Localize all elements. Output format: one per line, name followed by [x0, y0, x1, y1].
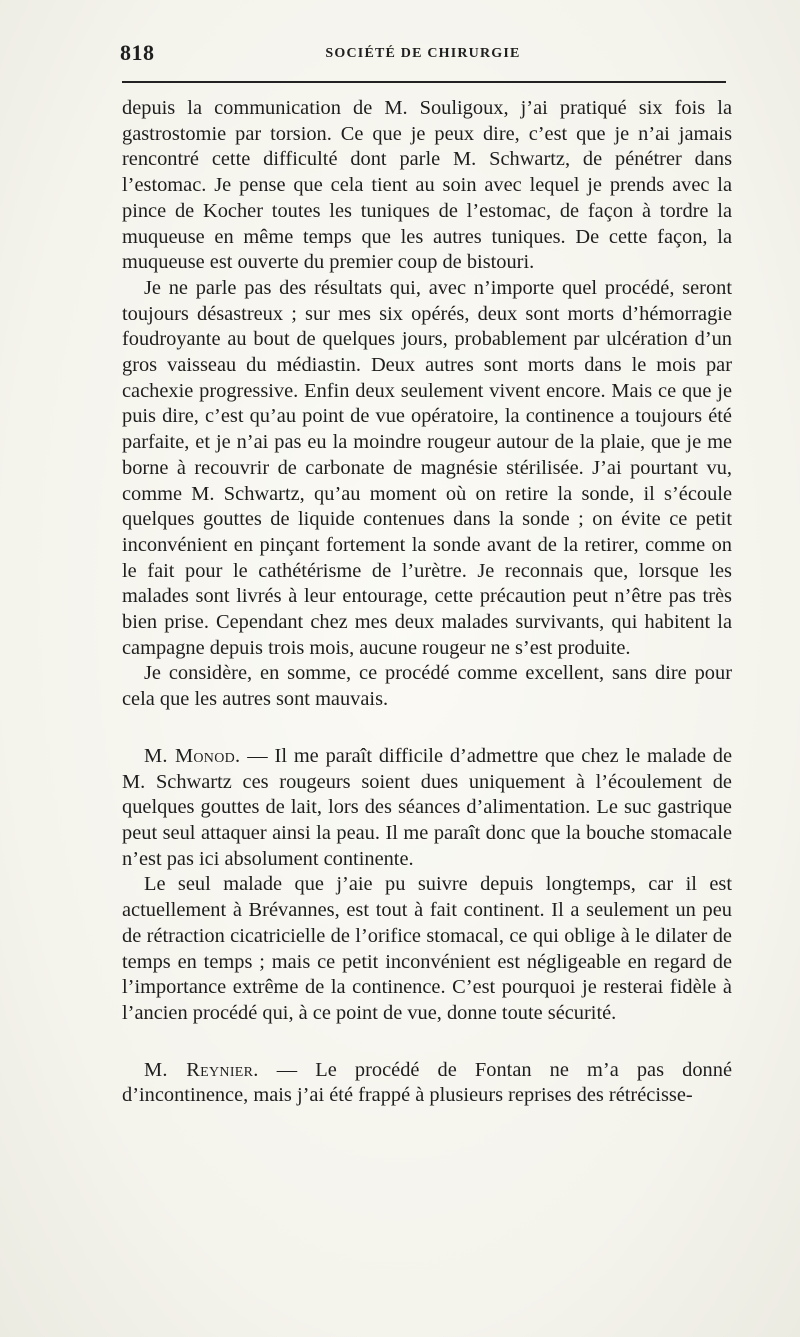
body-text	[122, 96, 732, 1109]
page-header	[120, 40, 726, 70]
paragraph-2	[122, 276, 732, 662]
paragraph-1-text: depuis la communication de M. Souligoux, j’ai pratiqué six fois la gastrostomie par torsion. Ce que je peux dire, c’est que je n’ai jamais rencontré cette difficulté dont parle M. Schwartz, de pénétrer dans l’estomac. Je pense que cela tient au soin avec lequel je prends avec la pince de Kocher toutes les tuniques de l’estomac, de façon à tordre la muqueuse en même temps que les autres tuniques. De cette façon, la muqueuse est ouverte du premier coup de bistouri.	[122, 97, 732, 274]
page-number: 818	[120, 40, 155, 65]
paragraph-5	[122, 872, 732, 1026]
paragraph-6-text: — Le procédé de Fontan ne m’a pas donné d’incontinence, mais j’ai été frappé à plusieurs reprises des rétrécisse-	[122, 1058, 732, 1107]
running-head: SOCIÉTÉ DE CHIRURGIE	[325, 46, 521, 61]
header-rule	[122, 81, 726, 83]
paragraph-5-text: Le seul malade que j’aie pu suivre depuis longtemps, car il est actuellement à Brévannes, est tout à fait continent. Il a seulement un peu de rétraction cicatricielle de l’orifice stomacal, ce qui oblige à le dilater de temps en temps ; mais ce petit inconvénient est négligeable en regard de l’importance extrême de la continence. C’est pourquoi je resterai fidèle à l’ancien procédé qui, à ce point de vue, donne toute sécurité.	[122, 873, 732, 1024]
paragraph-1	[122, 96, 732, 276]
paragraph-2-text: Je ne parle pas des résultats qui, avec n’importe quel procédé, seront toujours désastreux ; sur mes six opérés, deux sont morts d’hémorragie foudroyante au bout de quelques jours, probablement par ulcération d’un gros vaisseau du médiastin. Deux autres sont morts dans le mois par cachexie progressive. Enfin deux seulement vivent encore. Mais ce que je puis dire, c’est qu’au point de vue opératoire, la continence a toujours été parfaite, et je n’ai pas eu la moindre rougeur autour de la plaie, que je me borne à recouvrir de carbonate de magnésie stérilisée. J’ai pourtant vu, comme M. Schwartz, qu’au moment où on retire la sonde, il s’écoule quelques gouttes de liquide contenues dans la sonde ; on évite ce petit inconvénient en pinçant fortement la sonde avant de la retirer, comme on le fait pour le cathétérisme de l’urètre. Je reconnais que, lorsque les malades sont livrés à leur entourage, cette précaution peut n’être pas très bien prise. Cependant chez mes deux malades survivants, qui habitent la campagne depuis trois mois, aucune rougeur ne s’est produite.	[122, 276, 732, 659]
speaker-monod: M. Monod.	[144, 744, 241, 767]
paragraph-3-text: Je considère, en somme, ce procédé comme excellent, sans dire pour cela que les autres sont mauvais.	[122, 662, 732, 711]
paragraph-4	[122, 744, 732, 873]
speaker-reynier: M. Reynier.	[144, 1058, 259, 1081]
paragraph-4-text: — Il me paraît difficile d’admettre que chez le malade de M. Schwartz ces rougeurs soient dues uniquement à l’écoulement de quelques gouttes de lait, lors des séances d’alimentation. Le suc gastrique peut seul attaquer ainsi la peau. Il me paraît donc que la bouche stomacale n’est pas ici absolument continente.	[122, 744, 732, 870]
paragraph-3	[122, 661, 732, 712]
paragraph-6	[122, 1058, 732, 1109]
